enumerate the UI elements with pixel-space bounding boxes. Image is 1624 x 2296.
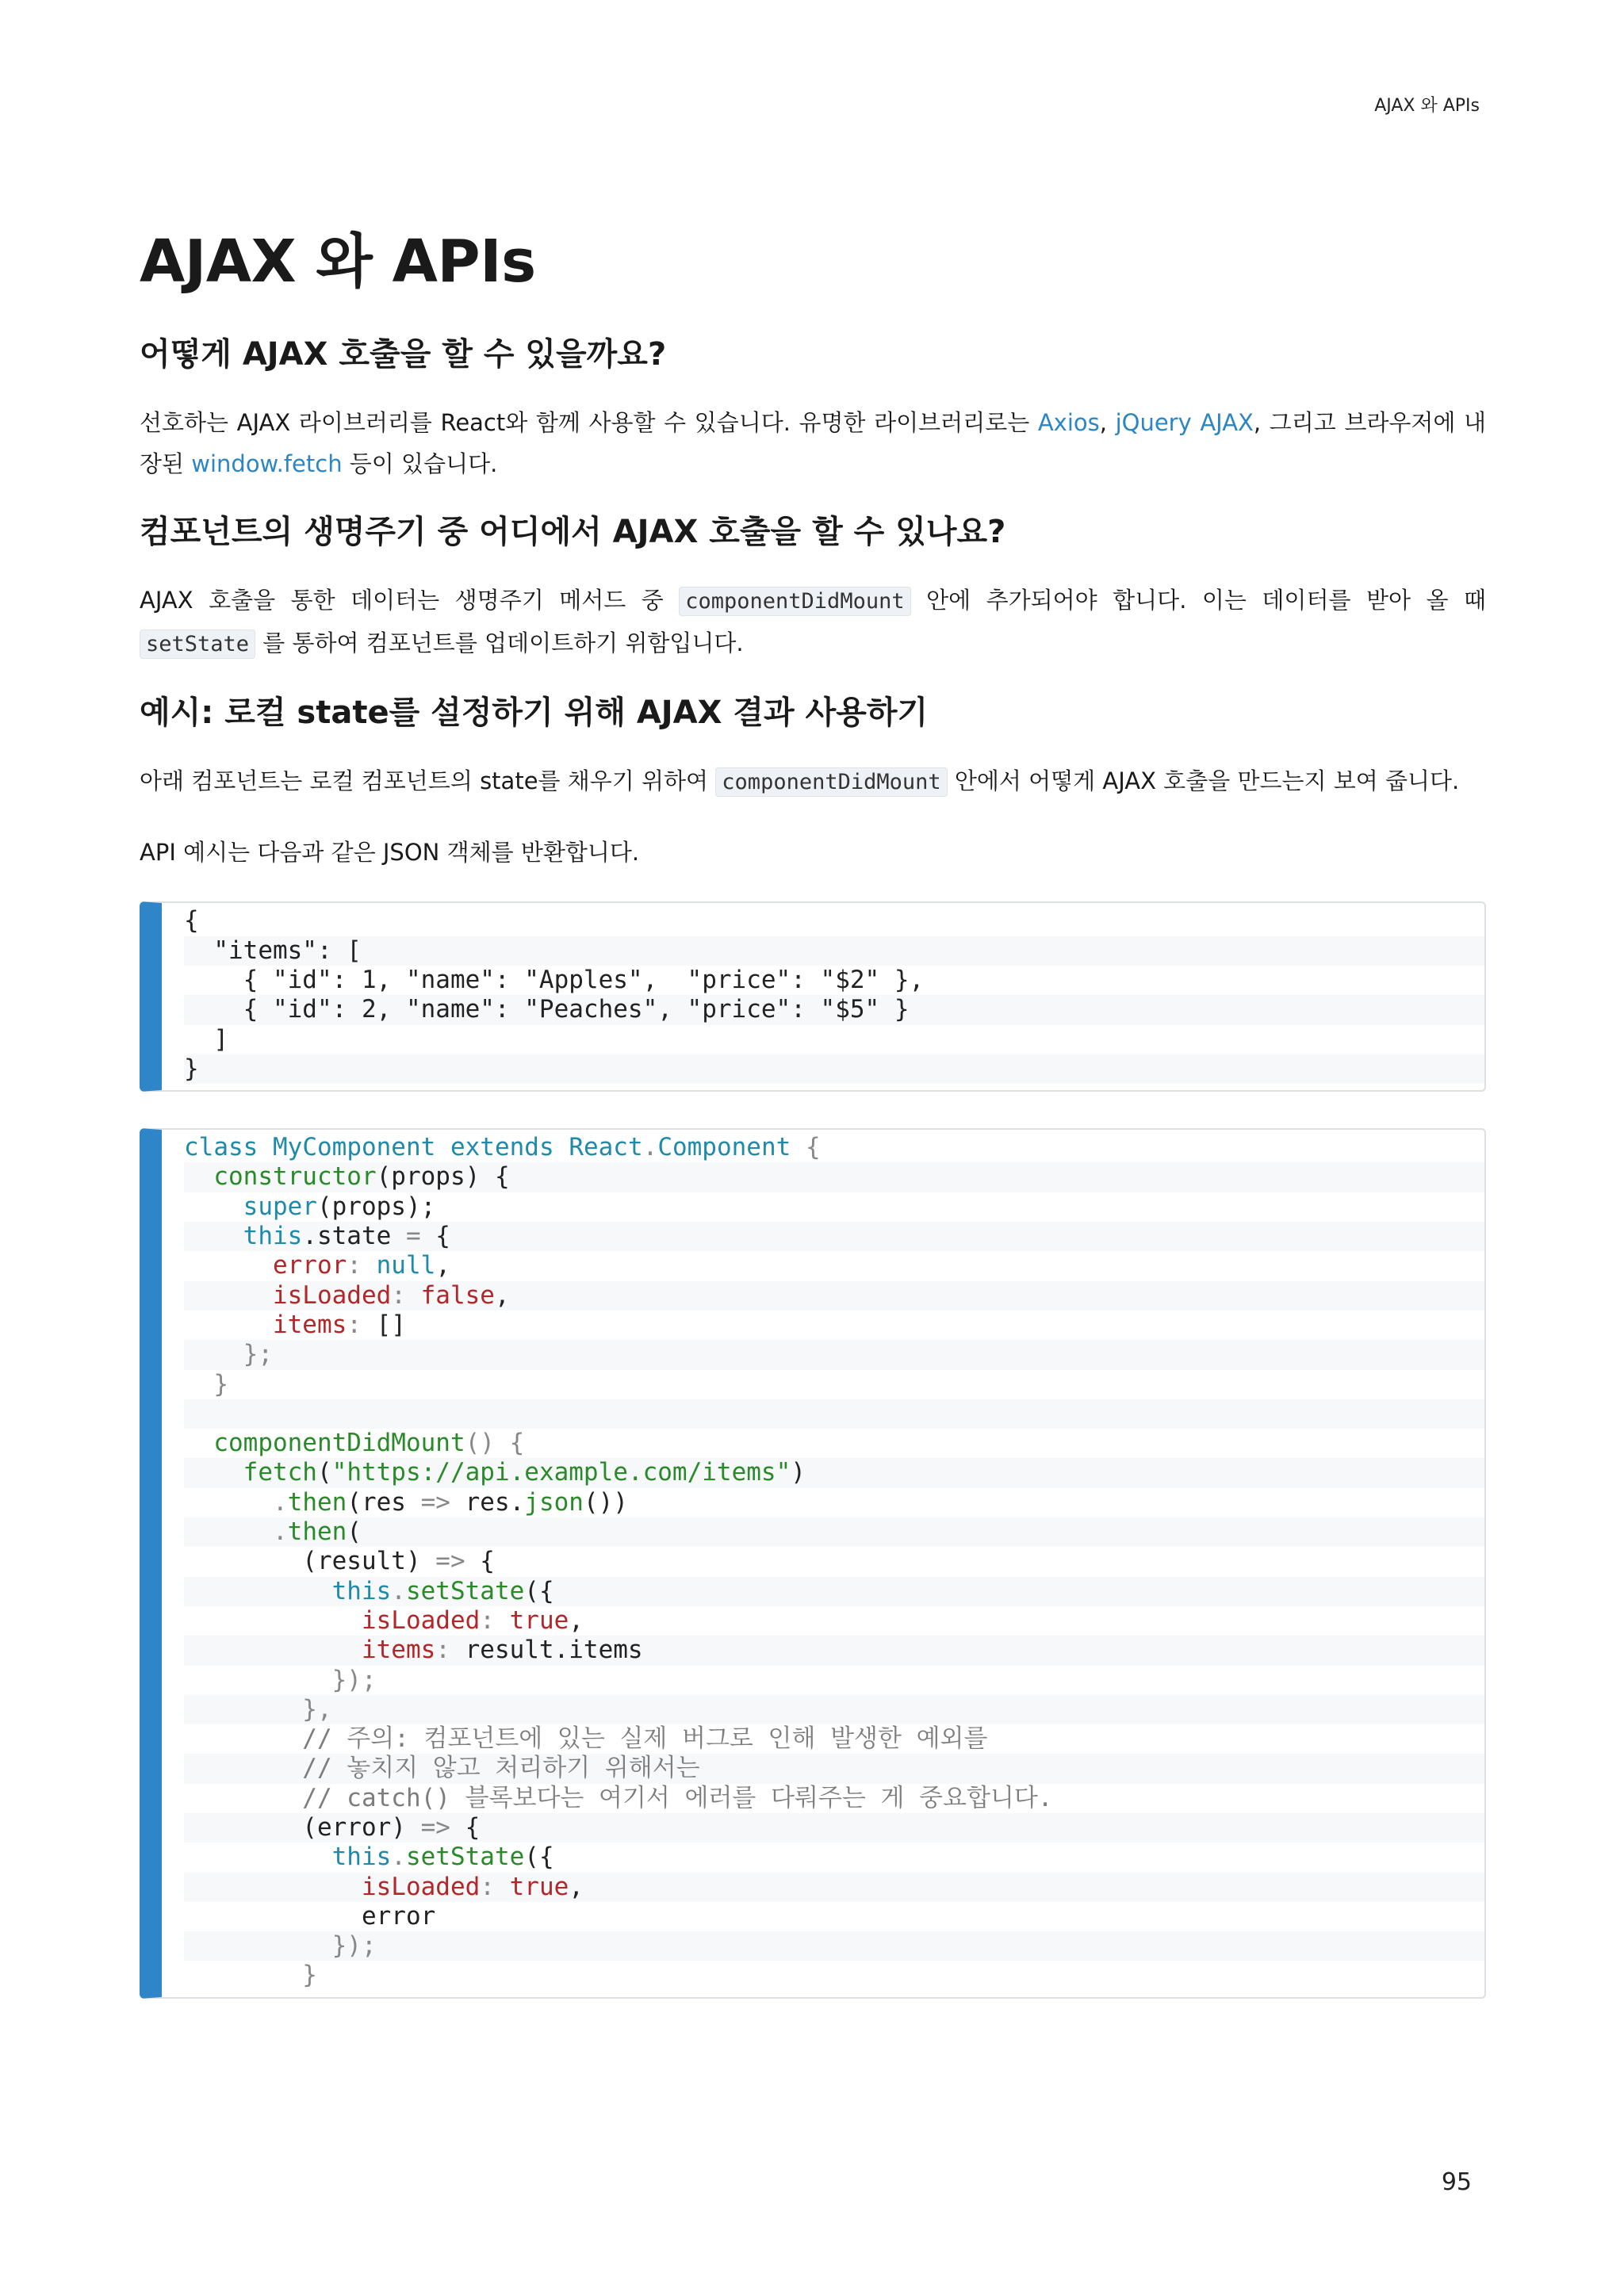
code-line: .then( xyxy=(184,1517,1484,1547)
code-line: "items": [ xyxy=(184,936,1484,966)
code-block-json xyxy=(140,901,1486,1092)
section-heading-lifecycle: 컴포넌트의 생명주기 중 어디에서 AJAX 호출을 할 수 있나요? xyxy=(140,514,1006,551)
code-line: error: null, xyxy=(184,1251,450,1280)
code-line: }); xyxy=(184,1931,1484,1961)
code-line xyxy=(184,1399,1484,1429)
code-line: fetch("https://api.example.com/items") xyxy=(184,1458,1484,1487)
page-content xyxy=(140,230,1486,2035)
code-comment-line: // 놓치지 않고 처리하기 위해서는 xyxy=(184,1754,1484,1783)
code-line: error xyxy=(184,1901,436,1931)
running-header: AJAX 와 APIs xyxy=(1374,96,1480,116)
page-number: 95 xyxy=(1441,2168,1472,2196)
paragraph-example-intro: 아래 컴포넌트는 로컬 컴포넌트의 state를 채우기 위하여 componentDidMount 안에서 어떻게 AJAX 호출을 만드는지 보여 줍니다. xyxy=(140,760,1486,803)
code-line: } xyxy=(184,1054,1484,1084)
code-line: items: [] xyxy=(184,1310,406,1339)
paragraph-lifecycle: AJAX 호출을 통한 데이터는 생명주기 메서드 중 componentDidMount 안에 추가되어야 합니다. 이는 데이터를 받아 올 때 setState 를 통하여 컴포넌트를 업데이트하기 위함입니다. xyxy=(140,580,1486,665)
code-line: ] xyxy=(184,1024,228,1054)
code-block-react-component xyxy=(140,1128,1486,1999)
paragraph-ajax-libraries: 선호하는 AJAX 라이브러리를 React와 함께 사용할 수 있습니다. 유명한 라이브러리로는 Axios, jQuery AJAX, 그리고 브라우저에 내장된 window.fetch 등이 있습니다. xyxy=(140,409,1487,478)
code-line: class MyComponent extends React.Component { xyxy=(184,1133,821,1162)
link-window-fetch[interactable]: window.fetch xyxy=(191,450,343,478)
code-line: isLoaded: true, xyxy=(184,1605,584,1635)
page-title: AJAX 와 APIs xyxy=(140,228,536,296)
inline-code-setstate: setState xyxy=(140,629,255,659)
code-line: this.setState({ xyxy=(184,1577,1484,1606)
code-comment-line: // 주의: 컴포넌트에 있는 실제 버그로 인해 발생한 예외를 xyxy=(184,1724,988,1754)
paragraph-api-example: API 예시는 다음과 같은 JSON 객체를 반환합니다. xyxy=(140,839,640,867)
code-line: { "id": 2, "name": "Peaches", "price": "$5" } xyxy=(184,995,1484,1024)
code-line: items: result.items xyxy=(184,1636,1484,1665)
inline-code-componentdidmount: componentDidMount xyxy=(679,587,910,616)
code-line: }; xyxy=(184,1340,1484,1369)
link-jquery-ajax[interactable]: jQuery AJAX xyxy=(1115,409,1254,437)
code-line: componentDidMount() { xyxy=(184,1429,525,1458)
code-line: .then(res => res.json()) xyxy=(184,1487,628,1517)
code-line: constructor(props) { xyxy=(184,1162,1484,1192)
code-line: isLoaded: false, xyxy=(184,1281,1484,1311)
code-line: super(props); xyxy=(184,1192,436,1221)
code-line: }); xyxy=(184,1665,377,1694)
section-heading-ajax-call: 어떻게 AJAX 호출을 할 수 있을까요? xyxy=(140,336,667,373)
code-line: } xyxy=(184,1961,317,1990)
code-line: this.state = { xyxy=(184,1222,1484,1251)
code-line: (error) => { xyxy=(184,1813,1484,1843)
code-comment-line: // catch() 블록보다는 여기서 에러를 다뤄주는 게 중요합니다. xyxy=(184,1783,1053,1812)
code-line: } xyxy=(184,1369,228,1399)
section-heading-example: 예시: 로컬 state를 설정하기 위해 AJAX 결과 사용하기 xyxy=(140,695,929,732)
code-line: }, xyxy=(184,1695,1484,1724)
code-line: isLoaded: true, xyxy=(184,1873,1484,1902)
link-axios[interactable]: Axios xyxy=(1037,409,1100,437)
code-line: { "id": 1, "name": "Apples", "price": "$2" }, xyxy=(184,965,925,994)
code-line: { xyxy=(184,906,199,936)
code-line: (result) => { xyxy=(184,1547,495,1576)
code-line: this.setState({ xyxy=(184,1843,554,1872)
inline-code-componentdidmount-2: componentDidMount xyxy=(715,767,947,797)
